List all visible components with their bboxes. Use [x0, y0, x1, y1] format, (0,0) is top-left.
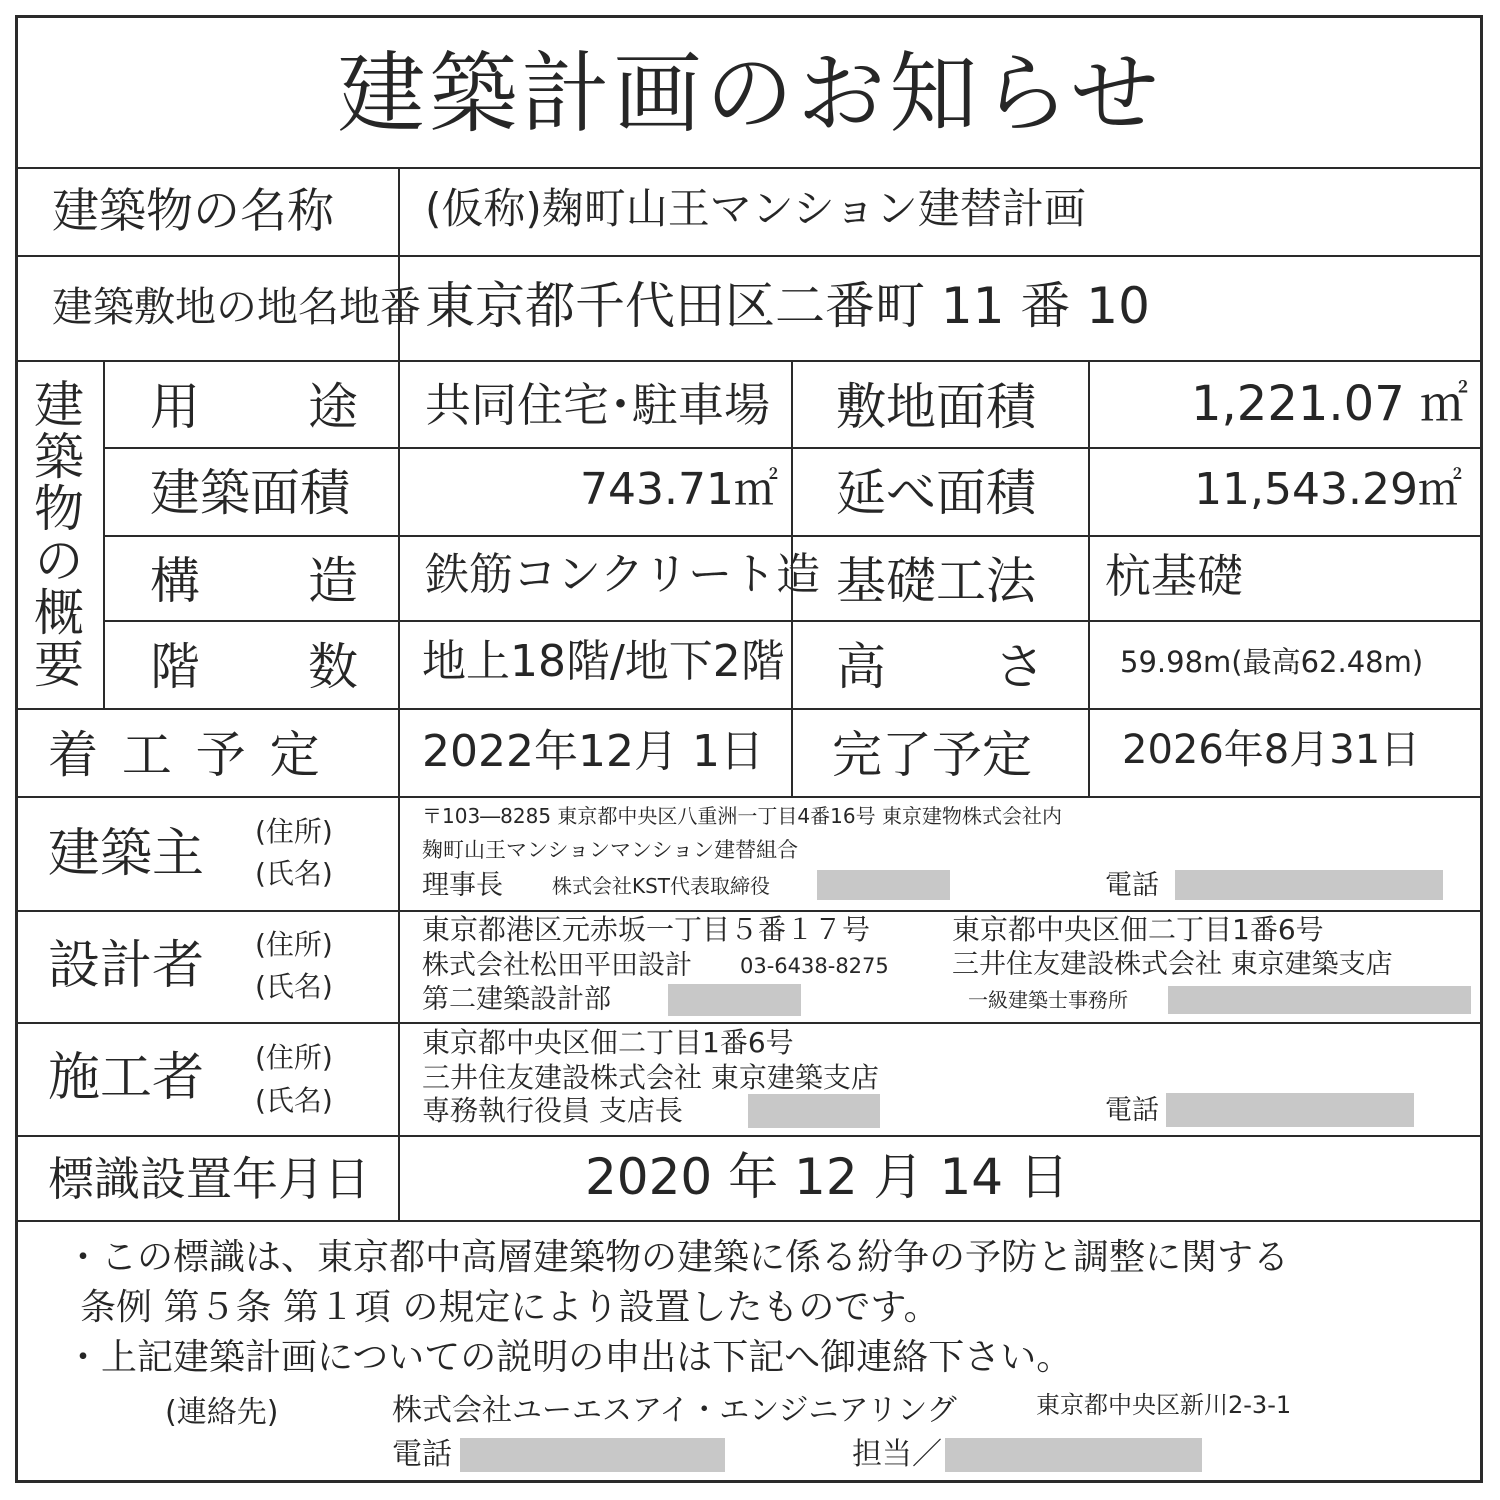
designer-label: 設計者: [48, 936, 205, 996]
outline-group-label: 建築物の概要: [26, 378, 84, 690]
redaction-block: [668, 984, 801, 1016]
use-label-2: 途: [308, 378, 358, 436]
divider: [15, 1022, 1483, 1024]
contact-person-label: 担当／: [852, 1437, 942, 1472]
designer-b-address: 東京都中央区佃二丁目1番6号: [952, 913, 1324, 946]
redaction-block: [748, 1094, 880, 1128]
designer-a-dept: 第二建築設計部: [422, 984, 611, 1015]
owner-line2: 麹町山王マンションマンション建替組合: [422, 838, 799, 862]
divider: [15, 708, 1483, 710]
contact-label: (連絡先): [165, 1395, 279, 1430]
site-value: 東京都千代田区二番町 11 番 10: [425, 277, 1150, 335]
owner-label: 建築主: [48, 824, 205, 884]
structure-label-2: 造: [308, 552, 358, 610]
posted-value: 2020 年 12 月 14 日: [585, 1148, 1069, 1206]
height-value: 59.98m(最高62.48m): [1120, 645, 1424, 679]
contractor-label: 施工者: [48, 1048, 205, 1108]
redaction-block: [460, 1438, 725, 1472]
contractor-phone-label: 電話: [1105, 1095, 1159, 1126]
owner-line1: 〒103―8285 東京都中央区八重洲一丁目4番16号 東京建物株式会社内: [422, 804, 1062, 828]
site-area-label: 敷地面積: [836, 378, 1036, 436]
foundation-value: 杭基礎: [1105, 549, 1243, 603]
divider: [103, 447, 1483, 449]
structure-value: 鉄筋コンクリート造: [425, 549, 821, 600]
designer-b-company: 三井住友建設株式会社 東京建築支店: [952, 949, 1393, 980]
name-value: (仮称)麹町山王マンション建替計画: [425, 184, 1086, 233]
divider: [1088, 360, 1090, 796]
site-area-value: 1,221.07 ㎡: [1190, 376, 1468, 432]
contact-address: 東京都中央区新川2-3-1: [1036, 1391, 1292, 1419]
building-area-value: 743.71㎡: [580, 464, 778, 515]
posted-label: 標識設置年月日: [48, 1152, 370, 1206]
redaction-block: [945, 1438, 1202, 1472]
contact-company: 株式会社ユーエスアイ・エンジニアリング: [392, 1393, 957, 1428]
owner-address-sub: (住所): [255, 815, 333, 848]
designer-a-phone: 03-6438-8275: [740, 954, 889, 978]
divider: [15, 255, 1483, 257]
divider: [103, 535, 1483, 537]
site-label: 建築敷地の地名地番: [52, 283, 421, 331]
redaction-block: [1168, 986, 1471, 1014]
floor-area-value: 11,543.29㎡: [1194, 464, 1462, 515]
designer-a-address: 東京都港区元赤坂一丁目５番１７号: [422, 913, 871, 946]
contact-phone-label: 電話: [392, 1437, 452, 1472]
owner-name-sub: (氏名): [255, 857, 333, 890]
designer-address-sub: (住所): [255, 928, 333, 961]
use-value: 共同住宅･駐車場: [425, 378, 770, 432]
contractor-name-sub: (氏名): [255, 1084, 333, 1117]
divider: [103, 620, 1483, 622]
page-title: 建築計画のお知らせ: [337, 42, 1163, 145]
contractor-address: 東京都中央区佃二丁目1番6号: [422, 1026, 794, 1059]
height-label-2: さ: [995, 638, 1045, 696]
contractor-person: 専務執行役員 支店長: [422, 1094, 683, 1127]
divider: [15, 1220, 1483, 1222]
divider: [15, 910, 1483, 912]
redaction-block: [1166, 1093, 1414, 1127]
foundation-label: 基礎工法: [836, 552, 1036, 610]
designer-a-company: 株式会社松田平田設計: [422, 950, 692, 981]
divider: [15, 1135, 1483, 1137]
structure-label-1: 構: [150, 552, 200, 610]
floors-label-1: 階: [150, 638, 200, 696]
contractor-company: 三井住友建設株式会社 東京建築支店: [422, 1061, 879, 1094]
divider: [15, 167, 1483, 169]
owner-title: 理事長: [422, 870, 503, 901]
height-label-1: 高: [836, 638, 886, 696]
note-line-3: ・上記建築計画についての説明の申出は下記へ御連絡下さい。: [65, 1337, 1073, 1378]
contractor-address-sub: (住所): [255, 1041, 333, 1074]
divider: [15, 796, 1483, 798]
designer-b-dept: 一級建築士事務所: [968, 988, 1128, 1012]
redaction-block: [1175, 870, 1443, 900]
designer-name-sub: (氏名): [255, 970, 333, 1003]
divider: [103, 360, 105, 708]
complete-label: 完了予定: [832, 726, 1032, 784]
redaction-block: [817, 870, 950, 900]
start-label: 着 工 予 定: [48, 726, 324, 784]
floors-value: 地上18階/地下2階: [422, 636, 785, 687]
name-label: 建築物の名称: [52, 184, 334, 239]
floor-area-label: 延べ面積: [836, 464, 1036, 522]
floors-label-2: 数: [308, 638, 358, 696]
owner-rep: 株式会社KST代表取締役: [552, 874, 771, 898]
start-value: 2022年12月 1日: [422, 726, 764, 777]
divider: [15, 360, 1483, 362]
building-area-label: 建築面積: [150, 464, 350, 522]
note-line-2: 条例 第５条 第１項 の規定により設置したものです。: [80, 1287, 940, 1328]
use-label-1: 用: [150, 378, 200, 436]
note-line-1: ・この標識は、東京都中高層建築物の建築に係る紛争の予防と調整に関する: [65, 1237, 1290, 1278]
complete-value: 2026年8月31日: [1122, 727, 1421, 773]
owner-phone-label: 電話: [1105, 870, 1159, 901]
